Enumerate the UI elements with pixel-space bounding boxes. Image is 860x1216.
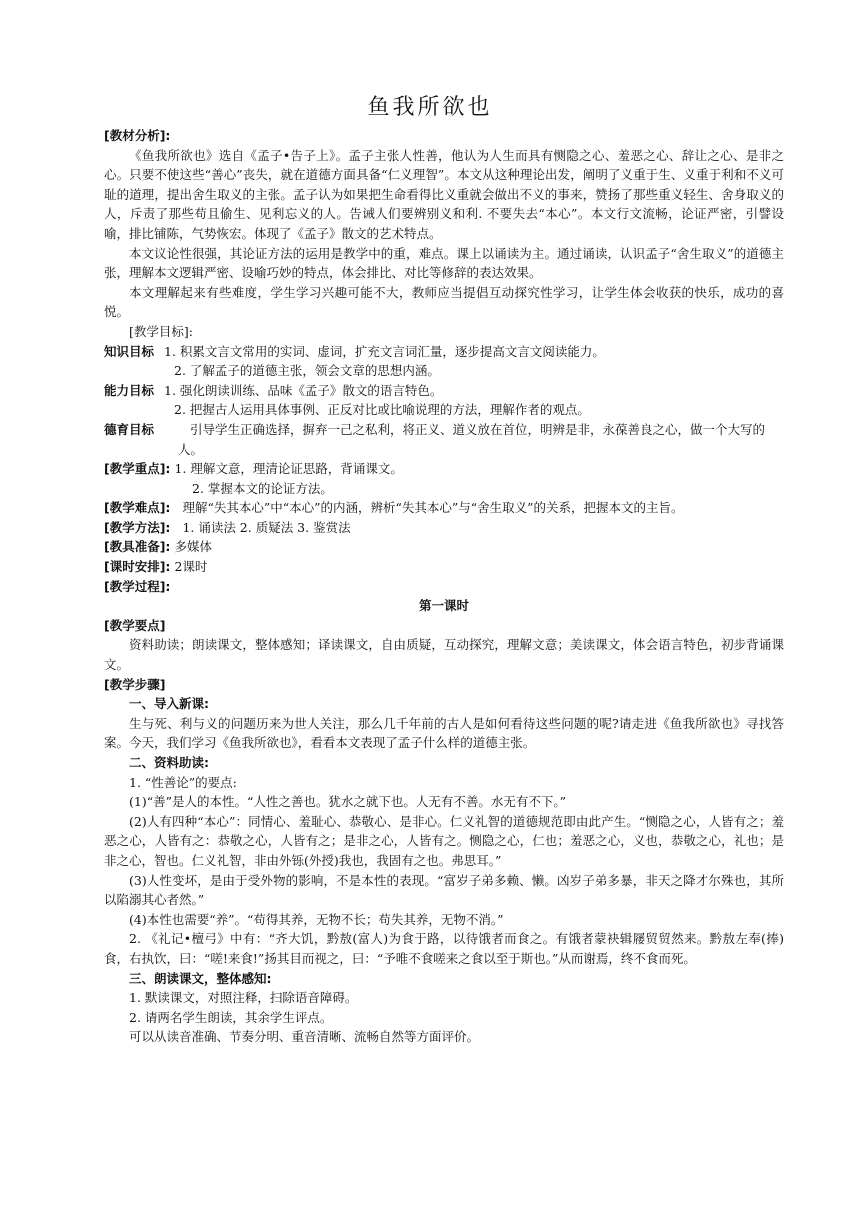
ability-goal-1: 1. 强化朗读训练、品味《孟子》散文的语言特色。 <box>164 382 443 398</box>
ability-goal-label: 能力目标 <box>104 382 155 398</box>
methods-text: 1. 诵读法 2. 质疑法 3. 鉴赏法 <box>182 519 351 535</box>
ability-goal-2: 2. 把握古人运用具体事例、正反对比或比喻说理的方法，理解作者的观点。 <box>174 402 590 418</box>
step-3-item-1: 1. 默读课文，对照注释，扫除语音障碍。 <box>129 990 358 1006</box>
moral-goal-label: 德育目标 <box>104 421 155 437</box>
document-body <box>104 126 784 1047</box>
key-point-1: 1. 理解文意，理清论证思路，背诵课文。 <box>174 461 403 477</box>
document-title: 鱼我所欲也 <box>367 95 493 120</box>
knowledge-goal-1: 1. 积累文言文常用的实词、虚词，扩充文言词汇量，逐步提高文言文阅读能力。 <box>164 343 605 359</box>
goals-heading: [教学目标]: <box>129 323 193 339</box>
knowledge-goal-row <box>104 342 784 362</box>
key-points-label: [教学重点]: <box>104 461 171 477</box>
step-2-point-c: (3)人性变坏，是由于受外物的影响，不是本性的表现。“富岁子弟多赖、懒。凶岁子弟多暴，非天之降才尔殊也，其所以陷溺其心者然。” <box>104 872 784 908</box>
lesson-points-text: 资料助读；朗读课文，整体感知；译读课文，自由质疑，互动探究，理解文意；美读课文，体会语言特色，初步背诵课文。 <box>104 637 784 673</box>
tools-row <box>104 537 784 557</box>
analysis-heading: [教材分析]: <box>104 128 171 143</box>
methods-row <box>104 518 784 538</box>
knowledge-goal-label: 知识目标 <box>104 343 155 359</box>
lesson-steps-heading: [教学步骤] <box>104 676 166 692</box>
key-points-row <box>104 459 784 479</box>
step-2-point-d: (4)本性也需要“养”。“苟得其养，无物不长；苟失其养，无物不消。” <box>129 911 504 927</box>
difficulties-text: 理解“失其本心”中“本心”的内涵，辨析“失其本心”与“舍生取义”的关系，把握本文的主旨。 <box>182 500 684 516</box>
step-2-item-2: 2. 《礼记•檀弓》中有：“齐大饥，黔敖(富人)为食于路，以待饿者而食之。有饿者蒙袂辑屦贸贸然来。黔敖左奉(捧)食，右执饮，曰：“嗟!来食!”扬其目而视之，曰：“予唯不食嗟来之食以至于斯也。”从而谢焉，终不食而死。 <box>104 931 784 966</box>
tools-label: [教具准备]: <box>104 539 171 555</box>
analysis-paragraph-3: 本文理解起来有些难度，学生学习兴趣可能不大，教师应当提倡互动探究性学习，让学生体会收获的快乐，成功的喜悦。 <box>104 284 784 320</box>
methods-label: [教学方法]: <box>104 519 171 535</box>
analysis-paragraph-2: 本文议论性很强，其论证方法的运用是教学中的重，难点。课上以诵读为主。通过诵读，认识孟子“舍生取义”的道德主张，理解本文逻辑严密、设喻巧妙的特点，体会排比、对比等修辞的表达效果。 <box>104 245 784 281</box>
analysis-paragraph-1: 《鱼我所欲也》选自《孟子•告子上》。孟子主张人性善，他认为人生而具有恻隐之心、羞恶之心、辞让之心、是非之心。只要不使这些“善心”丧失，就在道德方面具备“仁义理智”。本文从这种理论出发，阐明了义重于生、义重于利和不义可耻的道理，提出舍生取义的主张。孟子认为如果把生命看得比义重就会做出不义的事来，赞扬了那些重义轻生、舍身取义的人，斥责了那些苟且偷生、见利忘义的人。告诫人们要辨别义和利. 不要失去“本心”。本文行文流畅，论证严密，引譬设喻，排比铺陈，气势恢宏。体现了《孟子》散文的艺术特点。 <box>104 147 784 241</box>
process-label: [教学过程]: <box>104 578 171 594</box>
schedule-row <box>104 557 784 577</box>
difficulties-row <box>104 498 784 518</box>
difficulties-label: [教学难点]: <box>104 500 171 516</box>
step-2-point-b: (2)人有四种“本心”：同情心、羞耻心、恭敬心、是非心。仁义礼智的道德规范即由此产生。“恻隐之心，人皆有之；羞恶之心，人皆有之：恭敬之心，人皆有之；是非之心，人皆有之。恻隐之心，仁也；羞恶之心，义也，恭敬之心，礼也；是非之心，智也。仁义礼智，非由外铄(外授)我也，我固有之也。弗思耳。” <box>104 813 784 868</box>
moral-goal-row <box>104 420 784 459</box>
step-1-heading: 一、导入新课: <box>129 696 209 712</box>
step-1-text: 生与死、利与义的问题历来为世人关注，那么几千年前的古人是如何看待这些问题的呢?请走进《鱼我所欲也》寻找答案。今天，我们学习《鱼我所欲也》，看看本文表现了孟子什么样的道德主张。 <box>104 715 784 751</box>
schedule-label: [课时安排]: <box>104 559 171 575</box>
step-2-point-a: (1)“善”是人的本性。“人性之善也。犹水之就下也。人无有不善。水无有不下。” <box>129 794 567 810</box>
knowledge-goal-2: 2. 了解孟子的道德主张，领会文章的思想内涵。 <box>174 363 440 379</box>
schedule-text: 2课时 <box>174 559 208 575</box>
step-3-note: 可以从读音准确、节奏分明、重音清晰、流畅自然等方面评价。 <box>129 1029 480 1045</box>
step-2-heading: 二、资料助读: <box>129 755 209 770</box>
lesson-one-title: 第一课时 <box>418 598 469 614</box>
ability-goal-row <box>104 381 784 401</box>
moral-goal-text: 引导学生正确选择，摒弃一己之私利，将正义、道义放在首位，明辨是非，永葆善良之心，做一个大写的人。 <box>178 421 766 457</box>
step-2-item-1: 1. “性善论”的要点: <box>129 774 237 790</box>
key-point-2: 2. 掌握本文的论证方法。 <box>192 480 333 496</box>
tools-text: 多媒体 <box>174 539 212 555</box>
step-3-item-2: 2. 请两名学生朗读，其余学生评点。 <box>129 1009 333 1025</box>
step-3-heading: 三、朗读课文，整体感知: <box>129 970 272 986</box>
lesson-points-heading: [教学要点] <box>104 617 166 633</box>
